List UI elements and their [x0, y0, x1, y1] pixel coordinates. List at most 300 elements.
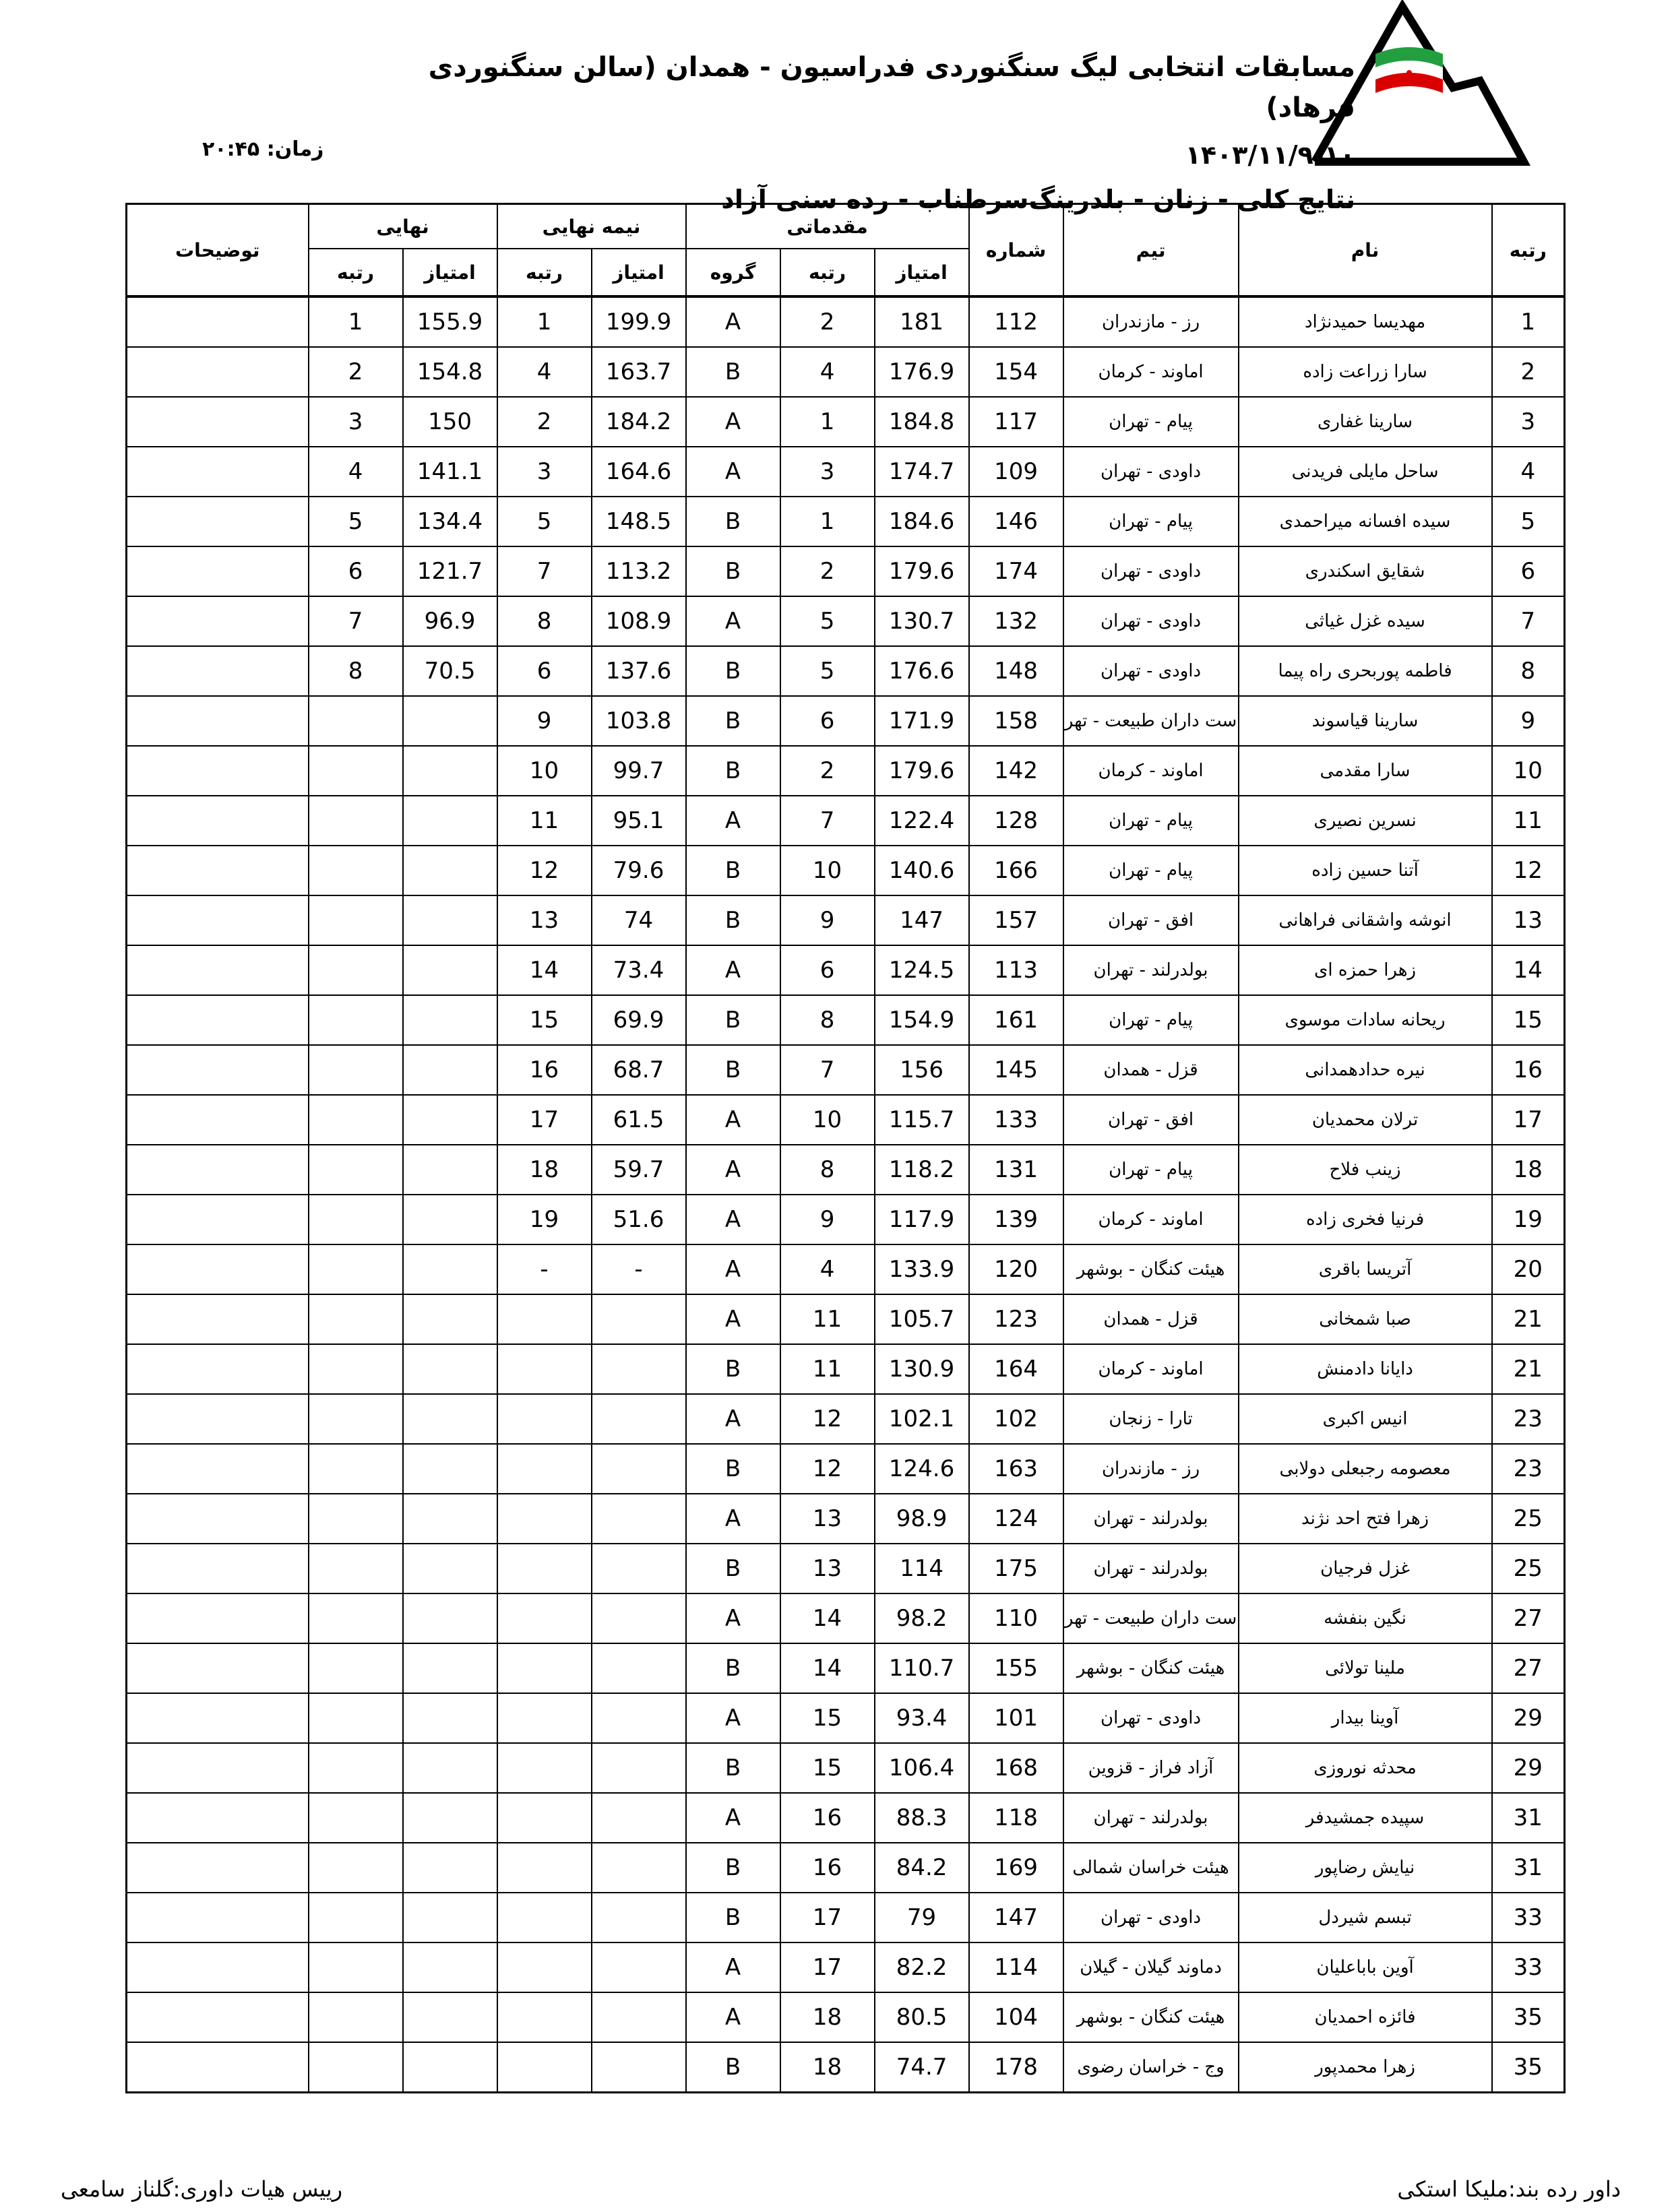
cell-team: ست داران طبیعت - تهر	[1063, 696, 1239, 746]
header-final-rank: رتبه	[309, 249, 403, 296]
cell-group: A	[686, 1793, 780, 1843]
table-row	[127, 1544, 1565, 1593]
cell-rank: 27	[1492, 1643, 1565, 1693]
cell-group: B	[686, 1045, 780, 1095]
cell-final-rank	[309, 1843, 403, 1893]
cell-name: سیده غزل غیاثی	[1239, 596, 1492, 646]
cell-semi-rank	[497, 1743, 592, 1793]
cell-prelim-rank: 5	[780, 646, 875, 696]
table-row	[127, 1743, 1565, 1793]
cell-name: تبسم شیردل	[1239, 1893, 1492, 1942]
cell-semi-rank	[497, 1693, 592, 1743]
table-row	[127, 1294, 1565, 1344]
cell-semi-rank	[497, 1344, 592, 1394]
cell-semi-score: 103.8	[592, 696, 686, 746]
table-row	[127, 1793, 1565, 1843]
header-prelim: مقدماتی	[686, 204, 969, 249]
cell-prelim-score: 80.5	[875, 1992, 969, 2042]
cell-final-rank	[309, 1344, 403, 1394]
page-title: مسابقات انتخابی لیگ سنگنوردی فدراسیون - همدان (سالن سنگنوردی فرهاد)	[428, 52, 1355, 123]
cell-rank: 16	[1492, 1045, 1565, 1095]
cell-name: سیده افسانه میراحمدی	[1239, 497, 1492, 546]
cell-team: هیئت کنگان - بوشهر	[1063, 1992, 1239, 2042]
cell-final-score	[403, 1743, 497, 1793]
cell-semi-rank	[497, 1593, 592, 1643]
cell-rank: 21	[1492, 1294, 1565, 1344]
header-rank: رتبه	[1492, 204, 1565, 297]
cell-final-score	[403, 995, 497, 1045]
cell-final-score	[403, 895, 497, 945]
cell-team: اماوند - کرمان	[1063, 1344, 1239, 1394]
cell-final-rank	[309, 1294, 403, 1344]
header-number: شماره	[969, 204, 1063, 297]
cell-semi-rank: 11	[497, 796, 592, 846]
cell-prelim-rank: 2	[780, 746, 875, 796]
cell-prelim-rank: 15	[780, 1693, 875, 1743]
cell-prelim-rank: 6	[780, 696, 875, 746]
cell-notes	[127, 696, 309, 746]
cell-name: صبا شمخانی	[1239, 1294, 1492, 1344]
table-row	[127, 1045, 1565, 1095]
cell-semi-rank: 9	[497, 696, 592, 746]
cell-prelim-score: 82.2	[875, 1942, 969, 1992]
cell-name: معصومه رجبعلی دولابی	[1239, 1444, 1492, 1494]
cell-group: B	[686, 1743, 780, 1793]
cell-semi-score: 148.5	[592, 497, 686, 546]
table-row	[127, 796, 1565, 846]
cell-group: B	[686, 1643, 780, 1693]
table-row	[127, 397, 1565, 447]
cell-final-score	[403, 1394, 497, 1444]
cell-name: فرنیا فخری زاده	[1239, 1195, 1492, 1244]
cell-prelim-rank: 11	[780, 1294, 875, 1344]
cell-semi-rank	[497, 1444, 592, 1494]
cell-notes	[127, 1893, 309, 1942]
table-row	[127, 746, 1565, 796]
cell-semi-score	[592, 2042, 686, 2093]
cell-prelim-rank: 10	[780, 1095, 875, 1145]
event-date: ۱۴۰۳/۱۱/۹-۱۰	[1185, 140, 1355, 170]
cell-team: داودی - تهران	[1063, 447, 1239, 497]
cell-prelim-rank: 15	[780, 1743, 875, 1793]
cell-number: 142	[969, 746, 1063, 796]
table-row	[127, 945, 1565, 995]
table-row	[127, 1494, 1565, 1544]
cell-notes	[127, 895, 309, 945]
cell-semi-rank: 3	[497, 447, 592, 497]
cell-prelim-score: 124.6	[875, 1444, 969, 1494]
cell-rank: 14	[1492, 945, 1565, 995]
cell-final-score	[403, 1693, 497, 1743]
results-table	[125, 203, 1566, 2093]
cell-notes	[127, 1643, 309, 1693]
cell-number: 133	[969, 1095, 1063, 1145]
cell-final-score	[403, 1494, 497, 1544]
cell-number: 139	[969, 1195, 1063, 1244]
cell-group: A	[686, 1942, 780, 1992]
cell-prelim-score: 154.9	[875, 995, 969, 1045]
cell-prelim-rank: 16	[780, 1793, 875, 1843]
cell-semi-score	[592, 1743, 686, 1793]
time-stamp	[202, 137, 323, 161]
cell-name: دایانا دادمنش	[1239, 1344, 1492, 1394]
cell-team: پیام - تهران	[1063, 796, 1239, 846]
document-header	[412, 40, 1355, 218]
cell-number: 113	[969, 945, 1063, 995]
table-row	[127, 1444, 1565, 1494]
cell-prelim-score: 140.6	[875, 846, 969, 895]
header-final-score: امتیاز	[403, 249, 497, 296]
header-name: نام	[1239, 204, 1492, 297]
cell-name: نیره حدادهمدانی	[1239, 1045, 1492, 1095]
table-row	[127, 2042, 1565, 2093]
time-label: زمان:	[266, 137, 324, 161]
cell-rank: 11	[1492, 796, 1565, 846]
header-notes: توضیحات	[127, 204, 309, 297]
table-row	[127, 1593, 1565, 1643]
cell-semi-score: 95.1	[592, 796, 686, 846]
cell-prelim-rank: 11	[780, 1344, 875, 1394]
cell-semi-rank: 16	[497, 1045, 592, 1095]
cell-prelim-rank: 5	[780, 596, 875, 646]
cell-prelim-score: 118.2	[875, 1145, 969, 1195]
cell-group: B	[686, 1893, 780, 1942]
cell-final-score	[403, 1544, 497, 1593]
cell-prelim-score: 184.6	[875, 497, 969, 546]
cell-notes	[127, 1344, 309, 1394]
cell-final-rank	[309, 1394, 403, 1444]
cell-group: A	[686, 1992, 780, 2042]
cell-team: داودی - تهران	[1063, 1693, 1239, 1743]
cell-prelim-score: 176.6	[875, 646, 969, 696]
cell-final-rank	[309, 895, 403, 945]
table-row	[127, 1344, 1565, 1394]
cell-team: افق - تهران	[1063, 1095, 1239, 1145]
cell-notes	[127, 1444, 309, 1494]
cell-team: پیام - تهران	[1063, 397, 1239, 447]
cell-final-score: 150	[403, 397, 497, 447]
cell-semi-score: 73.4	[592, 945, 686, 995]
cell-final-score: 134.4	[403, 497, 497, 546]
cell-group: A	[686, 1095, 780, 1145]
table-row	[127, 696, 1565, 746]
cell-final-rank	[309, 1494, 403, 1544]
cell-team: پیام - تهران	[1063, 995, 1239, 1045]
cell-name: زهرا فتح احد نژند	[1239, 1494, 1492, 1544]
cell-name: آتریسا باقری	[1239, 1244, 1492, 1294]
cell-final-rank	[309, 1444, 403, 1494]
header-prelim-rank: رتبه	[780, 249, 875, 296]
cell-semi-score: 79.6	[592, 846, 686, 895]
cell-team: اماوند - کرمان	[1063, 746, 1239, 796]
cell-prelim-rank: 6	[780, 945, 875, 995]
table-row	[127, 1145, 1565, 1195]
cell-prelim-rank: 13	[780, 1494, 875, 1544]
cell-number: 155	[969, 1643, 1063, 1693]
cell-notes	[127, 1244, 309, 1294]
cell-semi-score: 74	[592, 895, 686, 945]
cell-team: هیئت کنگان - بوشهر	[1063, 1244, 1239, 1294]
cell-name: ریحانه سادات موسوی	[1239, 995, 1492, 1045]
cell-notes	[127, 746, 309, 796]
cell-rank: 6	[1492, 546, 1565, 596]
cell-name: انیس اکبری	[1239, 1394, 1492, 1444]
cell-final-score	[403, 1643, 497, 1693]
cell-semi-rank: 1	[497, 296, 592, 347]
cell-team: رز - مازندران	[1063, 296, 1239, 347]
cell-number: 101	[969, 1693, 1063, 1743]
cell-prelim-score: 102.1	[875, 1394, 969, 1444]
cell-semi-score: 69.9	[592, 995, 686, 1045]
cell-team: پیام - تهران	[1063, 846, 1239, 895]
cell-prelim-score: 174.7	[875, 447, 969, 497]
cell-number: 154	[969, 347, 1063, 397]
cell-notes	[127, 1693, 309, 1743]
cell-name: مهدیسا حمیدنژاد	[1239, 296, 1492, 347]
cell-final-score	[403, 696, 497, 746]
table-row	[127, 895, 1565, 945]
cell-final-score	[403, 1145, 497, 1195]
cell-semi-rank: 15	[497, 995, 592, 1045]
cell-final-rank: 8	[309, 646, 403, 696]
cell-final-score: 70.5	[403, 646, 497, 696]
cell-team: آزاد فراز - قزوین	[1063, 1743, 1239, 1793]
cell-notes	[127, 1544, 309, 1593]
cell-team: قزل - همدان	[1063, 1045, 1239, 1095]
cell-rank: 7	[1492, 596, 1565, 646]
cell-final-score	[403, 1045, 497, 1095]
cell-semi-rank: 2	[497, 397, 592, 447]
cell-group: B	[686, 696, 780, 746]
cell-rank: 27	[1492, 1593, 1565, 1643]
cell-notes	[127, 1843, 309, 1893]
cell-name: سپیده جمشیدفر	[1239, 1793, 1492, 1843]
cell-semi-rank: 19	[497, 1195, 592, 1244]
cell-semi-rank	[497, 1494, 592, 1544]
cell-group: B	[686, 1843, 780, 1893]
table-row	[127, 1244, 1565, 1294]
cell-prelim-score: 147	[875, 895, 969, 945]
cell-number: 157	[969, 895, 1063, 945]
cell-final-score	[403, 796, 497, 846]
cell-prelim-rank: 1	[780, 397, 875, 447]
cell-prelim-score: 176.9	[875, 347, 969, 397]
cell-team: افق - تهران	[1063, 895, 1239, 945]
cell-semi-rank: 6	[497, 646, 592, 696]
cell-semi-rank: 5	[497, 497, 592, 546]
cell-final-rank	[309, 995, 403, 1045]
cell-prelim-score: 124.5	[875, 945, 969, 995]
cell-semi-rank	[497, 1942, 592, 1992]
cell-number: 112	[969, 296, 1063, 347]
cell-team: پیام - تهران	[1063, 1145, 1239, 1195]
table-row	[127, 1394, 1565, 1444]
table-row	[127, 1095, 1565, 1145]
cell-group: B	[686, 497, 780, 546]
cell-team: قزل - همدان	[1063, 1294, 1239, 1344]
table-row	[127, 447, 1565, 497]
cell-final-rank	[309, 1643, 403, 1693]
cell-semi-rank	[497, 1294, 592, 1344]
cell-number: 110	[969, 1593, 1063, 1643]
cell-notes	[127, 1992, 309, 2042]
cell-prelim-score: 122.4	[875, 796, 969, 846]
table-row	[127, 1992, 1565, 2042]
cell-prelim-rank: 7	[780, 796, 875, 846]
cell-semi-score: 99.7	[592, 746, 686, 796]
cell-semi-score: 163.7	[592, 347, 686, 397]
cell-prelim-score: 98.2	[875, 1593, 969, 1643]
cell-prelim-rank: 14	[780, 1593, 875, 1643]
cell-prelim-score: 84.2	[875, 1843, 969, 1893]
cell-final-score	[403, 1893, 497, 1942]
cell-final-score	[403, 846, 497, 895]
cell-group: B	[686, 546, 780, 596]
cell-notes	[127, 1195, 309, 1244]
cell-rank: 25	[1492, 1544, 1565, 1593]
cell-final-rank	[309, 1893, 403, 1942]
table-row	[127, 1942, 1565, 1992]
cell-prelim-rank: 4	[780, 1244, 875, 1294]
cell-notes	[127, 497, 309, 546]
cell-number: 118	[969, 1793, 1063, 1843]
cell-final-rank	[309, 1145, 403, 1195]
cell-semi-rank: -	[497, 1244, 592, 1294]
cell-rank: 2	[1492, 347, 1565, 397]
cell-name: فائزه احمدیان	[1239, 1992, 1492, 2042]
cell-semi-score: 61.5	[592, 1095, 686, 1145]
cell-final-rank: 4	[309, 447, 403, 497]
cell-notes	[127, 1045, 309, 1095]
cell-final-score	[403, 1195, 497, 1244]
cell-final-score: 155.9	[403, 296, 497, 347]
cell-name: غزل فرجیان	[1239, 1544, 1492, 1593]
cell-group: B	[686, 846, 780, 895]
cell-team: بولدرلند - تهران	[1063, 1494, 1239, 1544]
cell-group: A	[686, 1195, 780, 1244]
cell-number: 169	[969, 1843, 1063, 1893]
cell-group: A	[686, 945, 780, 995]
cell-number: 161	[969, 995, 1063, 1045]
cell-semi-rank: 12	[497, 846, 592, 895]
cell-final-score	[403, 1843, 497, 1893]
cell-rank: 23	[1492, 1444, 1565, 1494]
cell-semi-score	[592, 1294, 686, 1344]
cell-final-score: 96.9	[403, 596, 497, 646]
cell-semi-score	[592, 1893, 686, 1942]
cell-name: سارینا غفاری	[1239, 397, 1492, 447]
cell-name: نسرین نصیری	[1239, 796, 1492, 846]
cell-group: B	[686, 895, 780, 945]
cell-notes	[127, 447, 309, 497]
cell-final-rank: 2	[309, 347, 403, 397]
table-row	[127, 347, 1565, 397]
results-subtitle: نتایج کلی - زنان - بلدرینگ‌سرطناب - رده سنی آزاد	[721, 185, 1355, 214]
cell-group: B	[686, 347, 780, 397]
cell-prelim-rank: 4	[780, 347, 875, 397]
cell-semi-score	[592, 1344, 686, 1394]
table-row	[127, 596, 1565, 646]
cell-rank: 10	[1492, 746, 1565, 796]
cell-number: 148	[969, 646, 1063, 696]
cell-rank: 1	[1492, 296, 1565, 347]
cell-number: 145	[969, 1045, 1063, 1095]
cell-notes	[127, 347, 309, 397]
cell-number: 124	[969, 1494, 1063, 1544]
cell-team: داودی - تهران	[1063, 596, 1239, 646]
header-semi: نیمه نهایی	[497, 204, 686, 249]
cell-name: نگین بنفشه	[1239, 1593, 1492, 1643]
cell-team: بولدرلند - تهران	[1063, 945, 1239, 995]
cell-prelim-rank: 17	[780, 1942, 875, 1992]
cell-rank: 29	[1492, 1693, 1565, 1743]
time-value: ۲۰:۴۵	[202, 137, 260, 161]
cell-final-score: 121.7	[403, 546, 497, 596]
cell-prelim-score: 171.9	[875, 696, 969, 746]
cell-name: آتنا حسین زاده	[1239, 846, 1492, 895]
cell-final-score	[403, 1444, 497, 1494]
cell-semi-rank	[497, 1843, 592, 1893]
cell-prelim-rank: 1	[780, 497, 875, 546]
cell-prelim-rank: 8	[780, 995, 875, 1045]
cell-prelim-rank: 18	[780, 2042, 875, 2093]
cell-prelim-score: 74.7	[875, 2042, 969, 2093]
cell-group: A	[686, 1593, 780, 1643]
cell-name: ساحل مایلی فریدنی	[1239, 447, 1492, 497]
cell-semi-score	[592, 1544, 686, 1593]
cell-team: داودی - تهران	[1063, 1893, 1239, 1942]
cell-rank: 13	[1492, 895, 1565, 945]
cell-rank: 12	[1492, 846, 1565, 895]
cell-name: زهرا حمزه ای	[1239, 945, 1492, 995]
cell-semi-score: 113.2	[592, 546, 686, 596]
cell-prelim-rank: 9	[780, 895, 875, 945]
cell-prelim-rank: 12	[780, 1444, 875, 1494]
cell-semi-rank	[497, 2042, 592, 2093]
cell-final-rank	[309, 1244, 403, 1294]
cell-semi-score: 137.6	[592, 646, 686, 696]
cell-semi-rank: 17	[497, 1095, 592, 1145]
cell-semi-score	[592, 1942, 686, 1992]
cell-name: آوینا بیدار	[1239, 1693, 1492, 1743]
cell-number: 128	[969, 796, 1063, 846]
cell-rank: 20	[1492, 1244, 1565, 1294]
cell-notes	[127, 796, 309, 846]
cell-semi-rank	[497, 1793, 592, 1843]
chief-referee-signature: رییس هیات داوری:گلناز سامعی	[61, 2176, 343, 2202]
cell-final-rank	[309, 2042, 403, 2093]
cell-final-rank: 6	[309, 546, 403, 596]
cell-semi-score: 184.2	[592, 397, 686, 447]
cell-prelim-rank: 2	[780, 296, 875, 347]
cell-group: A	[686, 1145, 780, 1195]
cell-team: هیئت کنگان - بوشهر	[1063, 1643, 1239, 1693]
cell-final-score	[403, 746, 497, 796]
cell-final-score	[403, 1793, 497, 1843]
cell-number: 131	[969, 1145, 1063, 1195]
cell-prelim-score: 130.9	[875, 1344, 969, 1394]
cell-final-rank: 3	[309, 397, 403, 447]
cell-notes	[127, 1593, 309, 1643]
cell-notes	[127, 995, 309, 1045]
cell-group: A	[686, 1394, 780, 1444]
cell-prelim-rank: 13	[780, 1544, 875, 1593]
cell-number: 109	[969, 447, 1063, 497]
cell-number: 104	[969, 1992, 1063, 2042]
results-body	[127, 296, 1565, 2093]
cell-final-score	[403, 1593, 497, 1643]
cell-prelim-rank: 8	[780, 1145, 875, 1195]
